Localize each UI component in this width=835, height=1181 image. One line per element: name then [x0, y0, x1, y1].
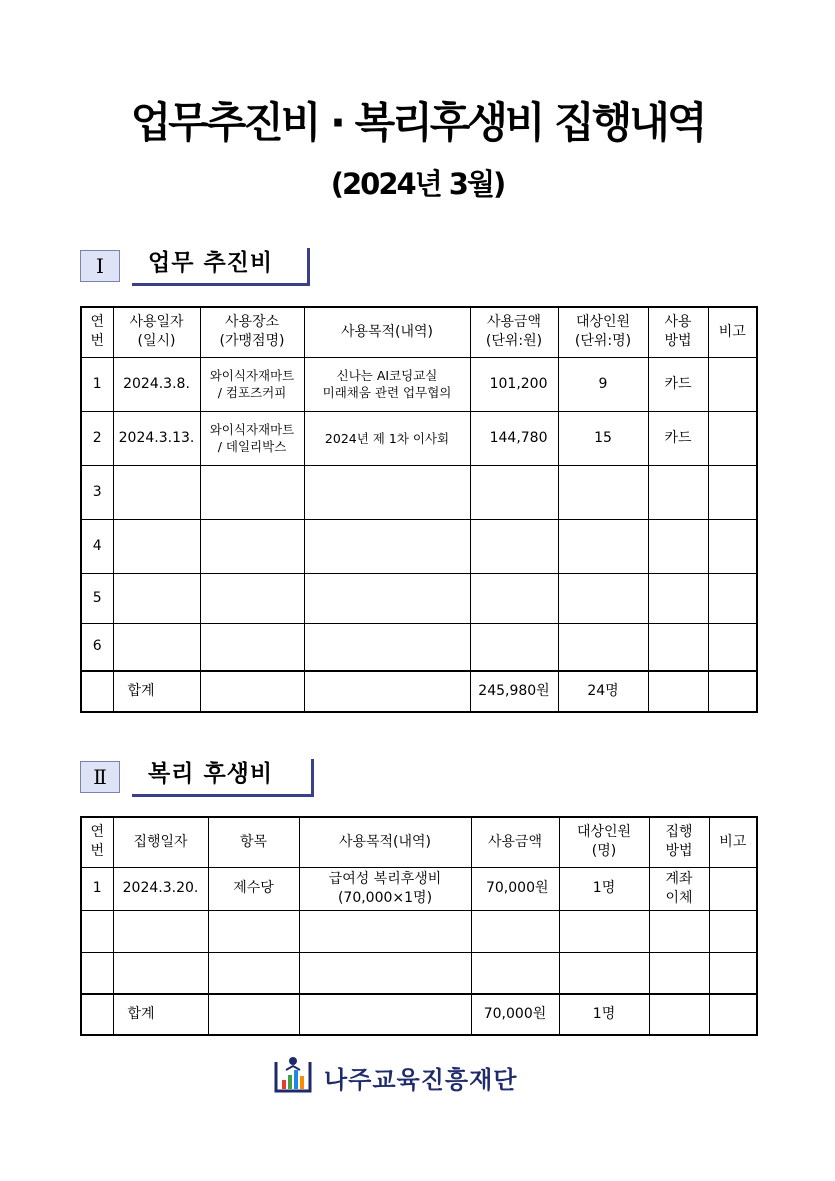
total-label: 합계 [113, 671, 200, 712]
section-2-heading [80, 759, 314, 797]
cell-date [113, 623, 200, 671]
cell-no [81, 671, 113, 712]
table-row [81, 519, 757, 573]
cell-amount [471, 910, 559, 952]
cell-note [708, 519, 757, 573]
cell-date: 2024.3.13. [113, 411, 200, 465]
document-title: 업무추진비 · 복리후생비 집행내역 [130, 98, 705, 147]
cell-date [113, 519, 200, 573]
cell-note [708, 411, 757, 465]
table-row [81, 910, 757, 952]
cell-no: 1 [81, 357, 113, 411]
header-item: 항목 [208, 817, 299, 867]
cell-date [113, 465, 200, 519]
cell-no: 6 [81, 623, 113, 671]
header-no: 연 번 [81, 307, 113, 357]
cell-method [648, 671, 708, 712]
cell-purpose [304, 573, 470, 623]
cell-place [200, 519, 304, 573]
header-date: 집행일자 [113, 817, 208, 867]
cell-people [558, 465, 648, 519]
cell-people: 1명 [559, 867, 649, 910]
cell-purpose [304, 623, 470, 671]
header-purpose: 사용목적(내역) [304, 307, 470, 357]
section-2-underline [132, 794, 314, 797]
document-subtitle: (2024년 3월) [330, 167, 505, 201]
cell-item: 제수당 [208, 867, 299, 910]
header-note: 비고 [708, 307, 757, 357]
cell-purpose: 2024년 제 1차 이사회 [304, 411, 470, 465]
cell-purpose: 신나는 AI코딩교실 미래채움 관련 업무협의 [304, 357, 470, 411]
cell-note [709, 867, 757, 910]
bar-chart-people-logo-icon [272, 1056, 314, 1098]
cell-method: 카드 [648, 411, 708, 465]
total-row [81, 671, 757, 712]
cell-place: 와이식자재마트 / 데일리박스 [200, 411, 304, 465]
cell-people [558, 519, 648, 573]
table-row [81, 573, 757, 623]
header-method: 집행 방법 [649, 817, 709, 867]
cell-purpose [299, 952, 471, 994]
cell-method [649, 994, 709, 1035]
cell-note [709, 994, 757, 1035]
cell-date: 2024.3.20. [113, 867, 208, 910]
cell-place [200, 573, 304, 623]
cell-date [113, 910, 208, 952]
cell-people [558, 573, 648, 623]
header-amount: 사용금액 [471, 817, 559, 867]
table-row [81, 465, 757, 519]
header-amount: 사용금액 (단위:원) [470, 307, 558, 357]
cell-note [709, 910, 757, 952]
header-no: 연 번 [81, 817, 113, 867]
cell-no: 5 [81, 573, 113, 623]
cell-method [648, 573, 708, 623]
cell-amount: 70,000원 [471, 867, 559, 910]
cell-purpose: 급여성 복리후생비 (70,000×1명) [299, 867, 471, 910]
cell-no [81, 994, 113, 1035]
cell-note [708, 573, 757, 623]
cell-date: 2024.3.8. [113, 357, 200, 411]
cell-place [200, 623, 304, 671]
cell-people [559, 952, 649, 994]
total-amount: 70,000원 [471, 994, 559, 1035]
total-label: 합계 [113, 994, 208, 1035]
header-method: 사용 방법 [648, 307, 708, 357]
cell-purpose [304, 465, 470, 519]
cell-purpose [304, 671, 470, 712]
cell-method: 카드 [648, 357, 708, 411]
cell-amount: 144,780 [470, 411, 558, 465]
cell-method [648, 623, 708, 671]
total-amount: 245,980원 [470, 671, 558, 712]
cell-method [648, 465, 708, 519]
cell-note [708, 357, 757, 411]
section-1-title: 업무 추진비 [148, 250, 274, 276]
cell-people: 9 [558, 357, 648, 411]
cell-no: 4 [81, 519, 113, 573]
cell-amount [470, 623, 558, 671]
section-1-underline [132, 283, 310, 286]
cell-amount: 101,200 [470, 357, 558, 411]
total-row [81, 994, 757, 1035]
cell-place: 와이식자재마트 / 컴포즈커피 [200, 357, 304, 411]
cell-item [208, 910, 299, 952]
cell-place [200, 671, 304, 712]
org-name: 나주교육진흥재단 [324, 1065, 518, 1094]
cell-people [558, 623, 648, 671]
section-1-number: Ⅰ [80, 250, 120, 282]
section-1-side-rule [307, 248, 310, 286]
cell-amount [470, 573, 558, 623]
cell-date [113, 573, 200, 623]
cell-method [649, 952, 709, 994]
cell-note [708, 671, 757, 712]
header-people: 대상인원 (명) [559, 817, 649, 867]
table-row [81, 623, 757, 671]
header-date: 사용일자 (일시) [113, 307, 200, 357]
table-header-row [81, 307, 757, 357]
header-place: 사용장소 (가맹점명) [200, 307, 304, 357]
section-1-heading [80, 248, 310, 286]
header-note: 비고 [709, 817, 757, 867]
cell-note [709, 952, 757, 994]
cell-note [708, 465, 757, 519]
table-row [81, 411, 757, 465]
table-row [81, 867, 757, 910]
cell-date [113, 952, 208, 994]
cell-method [649, 910, 709, 952]
cell-people [559, 910, 649, 952]
header-purpose: 사용목적(내역) [299, 817, 471, 867]
cell-amount [471, 952, 559, 994]
cell-place [200, 465, 304, 519]
table-header-row [81, 817, 757, 867]
footer-logo [272, 1055, 517, 1099]
cell-item [208, 952, 299, 994]
cell-method: 계좌 이체 [649, 867, 709, 910]
cell-amount [470, 519, 558, 573]
cell-no [81, 910, 113, 952]
cell-no: 3 [81, 465, 113, 519]
cell-amount [470, 465, 558, 519]
table-row [81, 952, 757, 994]
cell-note [708, 623, 757, 671]
cell-no: 2 [81, 411, 113, 465]
business-expense-table [80, 306, 758, 713]
cell-no [81, 952, 113, 994]
section-2-number: Ⅱ [80, 761, 120, 793]
total-people: 24명 [558, 671, 648, 712]
section-2-title: 복리 후생비 [148, 761, 274, 787]
cell-people: 15 [558, 411, 648, 465]
cell-item [208, 994, 299, 1035]
cell-purpose [299, 910, 471, 952]
cell-method [648, 519, 708, 573]
cell-purpose [299, 994, 471, 1035]
table-row [81, 357, 757, 411]
section-2-side-rule [311, 759, 314, 797]
header-people: 대상인원 (단위:명) [558, 307, 648, 357]
welfare-expense-table [80, 816, 758, 1036]
total-people: 1명 [559, 994, 649, 1035]
cell-no: 1 [81, 867, 113, 910]
cell-purpose [304, 519, 470, 573]
